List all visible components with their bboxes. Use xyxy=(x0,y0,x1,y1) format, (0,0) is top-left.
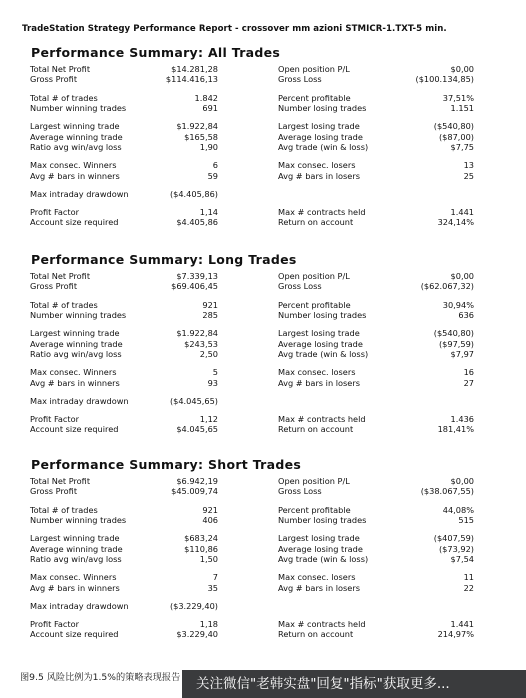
stat-row xyxy=(30,601,500,611)
stat-value: 921 xyxy=(202,299,218,310)
stat-value: $0,00 xyxy=(450,64,474,74)
stat-label: Open position P/L xyxy=(278,64,350,74)
stat-value: ($97,59) xyxy=(438,338,474,349)
stat-row xyxy=(30,349,500,359)
stat-label: Largest losing trade xyxy=(278,328,360,339)
stat-value: 35 xyxy=(207,582,218,593)
section-long-trades xyxy=(30,251,500,435)
stat-value: $165,58 xyxy=(184,131,218,142)
stat-row xyxy=(30,533,500,543)
stat-row xyxy=(30,93,500,103)
stat-value: 93 xyxy=(207,377,218,388)
stat-label: Largest losing trade xyxy=(278,533,360,544)
stat-label: Max intraday drawdown xyxy=(30,395,129,406)
stat-label: Average winning trade xyxy=(30,338,123,349)
stat-value: 1.441 xyxy=(450,618,474,629)
stat-label: Total Net Profit xyxy=(30,476,91,486)
stat-value: $1.922,84 xyxy=(176,121,218,132)
stat-row xyxy=(30,476,500,486)
stat-label: Percent profitable xyxy=(278,299,351,310)
stat-value: ($540,80) xyxy=(433,328,474,339)
stat-value: $110,86 xyxy=(184,543,218,554)
stat-value: $0,00 xyxy=(450,476,474,486)
stat-row xyxy=(30,486,500,496)
stat-row xyxy=(30,132,500,142)
stat-row xyxy=(30,189,500,199)
stat-value: $45.009,74 xyxy=(171,486,218,497)
stat-row xyxy=(30,505,500,515)
stat-value: 1,18 xyxy=(199,618,218,629)
stat-label: Account size required xyxy=(30,217,119,228)
stat-label: Average losing trade xyxy=(278,543,363,554)
stat-label: Max # contracts held xyxy=(278,413,366,424)
stat-row xyxy=(30,544,500,554)
stat-value: 1.151 xyxy=(450,102,474,113)
section-heading: Performance Summary: Long Trades xyxy=(31,252,297,267)
stat-label: Max intraday drawdown xyxy=(30,188,129,199)
stat-value: $114.416,13 xyxy=(165,74,218,85)
stat-label: Total Net Profit xyxy=(30,271,91,281)
stat-row xyxy=(30,271,500,281)
stat-value: 1,14 xyxy=(199,206,218,217)
stat-label: Profit Factor xyxy=(30,618,80,629)
stat-label: Largest winning trade xyxy=(30,533,120,544)
stat-value: $7.339,13 xyxy=(176,271,218,281)
stat-value: ($73,92) xyxy=(438,543,474,554)
stat-label: Average winning trade xyxy=(30,543,123,554)
stat-row xyxy=(30,281,500,291)
stat-row xyxy=(30,207,500,217)
stat-label: Average losing trade xyxy=(278,131,363,142)
stat-value: $7,75 xyxy=(450,141,474,152)
stat-row xyxy=(30,339,500,349)
stat-value: $7,97 xyxy=(450,348,474,359)
stat-value: 1,12 xyxy=(199,413,218,424)
stat-label: Max consec. losers xyxy=(278,572,356,583)
stat-label: Avg # bars in winners xyxy=(30,377,120,388)
stat-label: Return on account xyxy=(278,217,354,228)
stat-label: Ratio avg win/avg loss xyxy=(30,141,122,152)
stat-label: Max # contracts held xyxy=(278,206,366,217)
stat-label: Open position P/L xyxy=(278,476,350,486)
stat-row xyxy=(30,64,500,74)
stat-row xyxy=(30,74,500,84)
stat-row xyxy=(30,414,500,424)
stat-value: ($540,80) xyxy=(433,121,474,132)
stat-value: ($4.045,65) xyxy=(169,395,218,406)
stat-value: 11 xyxy=(463,572,474,583)
watermark-banner: 关注微信"老韩实盘"回复"指标"获取更多... xyxy=(182,670,526,698)
stat-value: 30,94% xyxy=(442,299,474,310)
stat-label: Avg # bars in winners xyxy=(30,170,120,181)
stat-value: 44,08% xyxy=(442,504,474,515)
stat-value: ($3.229,40) xyxy=(169,600,218,611)
stat-label: Max consec. Winners xyxy=(30,160,117,171)
stat-label: Number losing trades xyxy=(278,514,367,525)
stat-row xyxy=(30,310,500,320)
stat-label: Avg # bars in losers xyxy=(278,582,360,593)
stat-value: 59 xyxy=(207,170,218,181)
stat-row xyxy=(30,619,500,629)
stat-label: Percent profitable xyxy=(278,504,351,515)
stat-label: Total # of trades xyxy=(30,504,98,515)
stat-label: Largest losing trade xyxy=(278,121,360,132)
stat-value: 6 xyxy=(212,160,218,171)
section-heading: Performance Summary: All Trades xyxy=(31,45,281,60)
section-short-trades xyxy=(30,456,500,640)
section-heading: Performance Summary: Short Trades xyxy=(31,457,302,472)
stat-label: Avg # bars in winners xyxy=(30,582,120,593)
stat-label: Profit Factor xyxy=(30,413,80,424)
stat-label: Total # of trades xyxy=(30,92,98,103)
stat-label: Account size required xyxy=(30,629,119,640)
stat-row xyxy=(30,554,500,564)
stat-value: $1.922,84 xyxy=(176,328,218,339)
stat-value: 181,41% xyxy=(437,424,474,435)
stat-value: ($87,00) xyxy=(438,131,474,142)
stat-row xyxy=(30,171,500,181)
stat-row xyxy=(30,121,500,131)
stat-value: 1.441 xyxy=(450,206,474,217)
stat-value: 691 xyxy=(202,102,218,113)
stat-row xyxy=(30,515,500,525)
stat-value: $0,00 xyxy=(450,271,474,281)
stat-label: Gross Loss xyxy=(278,486,322,497)
stat-value: 406 xyxy=(202,514,218,525)
stat-label: Max consec. losers xyxy=(278,367,356,378)
stat-row xyxy=(30,396,500,406)
stat-row xyxy=(30,328,500,338)
stat-value: $14.281,28 xyxy=(171,64,218,74)
stat-value: 25 xyxy=(463,170,474,181)
stat-value: 27 xyxy=(463,377,474,388)
stat-label: Total Net Profit xyxy=(30,64,91,74)
stat-row xyxy=(30,367,500,377)
stat-value: 2,50 xyxy=(199,348,218,359)
stat-value: 37,51% xyxy=(442,92,474,103)
stat-value: ($4.405,86) xyxy=(169,188,218,199)
stat-label: Average losing trade xyxy=(278,338,363,349)
stat-value: $7,54 xyxy=(450,553,474,564)
stat-label: Ratio avg win/avg loss xyxy=(30,553,122,564)
stat-value: $3.229,40 xyxy=(176,629,218,640)
stat-row xyxy=(30,160,500,170)
stat-value: ($62.067,32) xyxy=(420,281,474,292)
stat-label: Max consec. losers xyxy=(278,160,356,171)
stat-label: Max consec. Winners xyxy=(30,367,117,378)
figure-caption: 图9.5 风险比例为1.5%的策略表现报告 xyxy=(20,672,181,683)
stat-label: Number winning trades xyxy=(30,102,127,113)
stat-label: Avg trade (win & loss) xyxy=(278,141,369,152)
stat-value: 16 xyxy=(463,367,474,378)
stat-row xyxy=(30,378,500,388)
stat-label: Avg trade (win & loss) xyxy=(278,348,369,359)
stat-label: Avg # bars in losers xyxy=(278,377,360,388)
stat-value: $243,53 xyxy=(184,338,218,349)
stat-label: Gross Profit xyxy=(30,486,78,497)
stat-label: Average winning trade xyxy=(30,131,123,142)
stat-value: 1,90 xyxy=(199,141,218,152)
stat-row xyxy=(30,583,500,593)
stat-value: ($407,59) xyxy=(433,533,474,544)
stat-label: Percent profitable xyxy=(278,92,351,103)
stat-value: 515 xyxy=(458,514,474,525)
stat-label: Number winning trades xyxy=(30,309,127,320)
stat-label: Account size required xyxy=(30,424,119,435)
stat-row xyxy=(30,217,500,227)
stat-value: 1,50 xyxy=(199,553,218,564)
stat-row xyxy=(30,424,500,434)
stat-label: Max # contracts held xyxy=(278,618,366,629)
stat-value: ($100.134,85) xyxy=(415,74,474,85)
stat-label: Return on account xyxy=(278,424,354,435)
stat-label: Number losing trades xyxy=(278,309,367,320)
stat-label: Largest winning trade xyxy=(30,328,120,339)
stat-value: 7 xyxy=(212,572,218,583)
stat-label: Avg # bars in losers xyxy=(278,170,360,181)
stat-value: 1.842 xyxy=(194,92,218,103)
stat-row xyxy=(30,572,500,582)
stat-value: 13 xyxy=(463,160,474,171)
stat-row xyxy=(30,629,500,639)
stat-row xyxy=(30,103,500,113)
report-title: TradeStation Strategy Performance Report - crossover mm azioni STMICR-1.TXT-5 min. xyxy=(22,24,447,34)
stat-label: Profit Factor xyxy=(30,206,80,217)
stat-label: Number winning trades xyxy=(30,514,127,525)
stat-value: $6.942,19 xyxy=(176,476,218,486)
stat-value: 324,14% xyxy=(437,217,474,228)
section-all-trades xyxy=(30,44,500,228)
stat-label: Max intraday drawdown xyxy=(30,600,129,611)
stat-value: $69.406,45 xyxy=(171,281,218,292)
stat-label: Avg trade (win & loss) xyxy=(278,553,369,564)
stat-label: Total # of trades xyxy=(30,299,98,310)
stat-value: 1.436 xyxy=(450,413,474,424)
stat-value: $683,24 xyxy=(184,533,218,544)
stat-value: 921 xyxy=(202,504,218,515)
stat-value: 5 xyxy=(212,367,218,378)
stat-label: Number losing trades xyxy=(278,102,367,113)
stat-value: $4.045,65 xyxy=(176,424,218,435)
stat-label: Open position P/L xyxy=(278,271,350,281)
stat-label: Gross Loss xyxy=(278,281,322,292)
stat-label: Gross Profit xyxy=(30,281,78,292)
stat-value: $4.405,86 xyxy=(176,217,218,228)
stat-label: Largest winning trade xyxy=(30,121,120,132)
stat-label: Ratio avg win/avg loss xyxy=(30,348,122,359)
stat-value: 22 xyxy=(463,582,474,593)
stat-label: Return on account xyxy=(278,629,354,640)
stat-row xyxy=(30,300,500,310)
stat-value: ($38.067,55) xyxy=(420,486,474,497)
stat-row xyxy=(30,142,500,152)
stat-value: 285 xyxy=(202,309,218,320)
stat-label: Gross Loss xyxy=(278,74,322,85)
stat-label: Gross Profit xyxy=(30,74,78,85)
stat-label: Max consec. Winners xyxy=(30,572,117,583)
stat-value: 636 xyxy=(458,309,474,320)
stat-value: 214,97% xyxy=(437,629,474,640)
